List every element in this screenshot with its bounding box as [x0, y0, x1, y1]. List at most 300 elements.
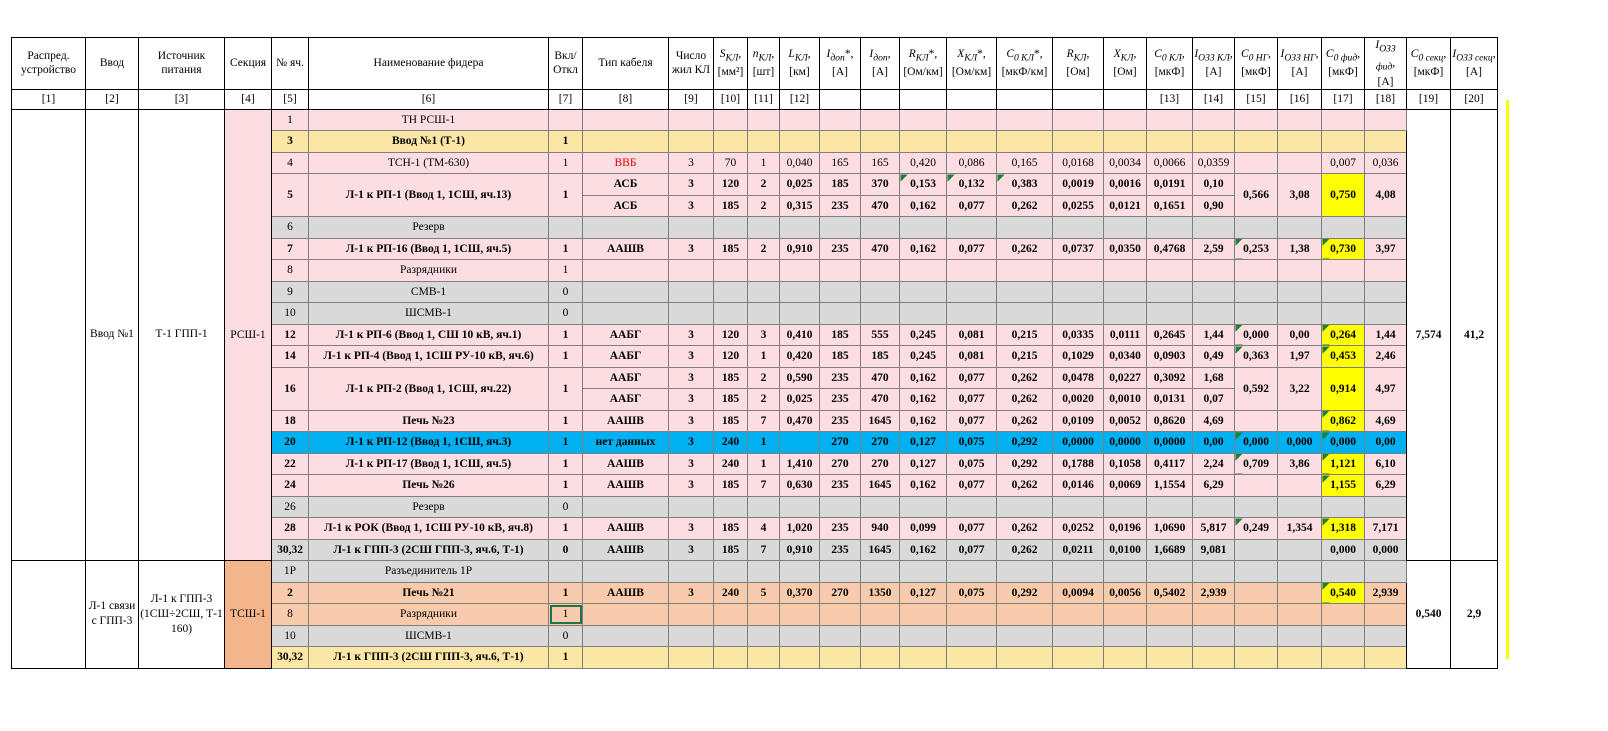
column-number[interactable]: [11] [748, 89, 780, 109]
table-cell[interactable]: 8 [272, 604, 309, 626]
table-cell[interactable]: 0,000 [1235, 432, 1278, 454]
table-cell[interactable]: 0,0131 [1147, 389, 1193, 411]
table-cell[interactable] [1235, 625, 1278, 647]
section-capacitance-cell[interactable]: 0,540 [1407, 561, 1451, 669]
table-cell[interactable]: 235 [820, 238, 861, 260]
column-header[interactable] [1104, 38, 1147, 90]
table-cell[interactable] [1104, 217, 1147, 239]
table-cell[interactable]: 0,0000 [1053, 432, 1104, 454]
table-cell[interactable]: АСБ [583, 174, 669, 196]
table-cell[interactable]: 0,0069 [1104, 475, 1147, 497]
table-cell[interactable] [1235, 604, 1278, 626]
table-cell[interactable]: 0,262 [997, 518, 1053, 540]
table-cell[interactable]: 0,315 [780, 195, 820, 217]
table-cell[interactable] [1235, 410, 1278, 432]
table-cell[interactable]: 165 [861, 152, 900, 174]
table-cell[interactable]: 0,162 [900, 238, 947, 260]
table-cell[interactable] [1235, 303, 1278, 325]
table-cell[interactable] [549, 561, 583, 583]
column-number[interactable]: [12] [780, 89, 820, 109]
table-cell[interactable]: ААШВ [583, 539, 669, 561]
table-cell[interactable] [1193, 647, 1235, 669]
table-cell[interactable]: 0 [549, 539, 583, 561]
table-cell[interactable]: 7,171 [1365, 518, 1407, 540]
table-cell[interactable] [861, 260, 900, 282]
table-cell[interactable] [1322, 131, 1365, 153]
table-cell[interactable] [1278, 281, 1322, 303]
table-cell[interactable]: 0,10 [1193, 174, 1235, 196]
table-cell[interactable]: 185 [861, 346, 900, 368]
table-cell[interactable]: 0,00 [1193, 432, 1235, 454]
table-cell[interactable] [780, 131, 820, 153]
table-cell[interactable] [1365, 496, 1407, 518]
table-cell[interactable] [997, 303, 1053, 325]
table-cell[interactable]: 3 [669, 475, 714, 497]
table-cell[interactable] [1365, 561, 1407, 583]
table-cell[interactable] [1278, 260, 1322, 282]
table-cell[interactable] [1278, 152, 1322, 174]
table-cell[interactable]: 1645 [861, 539, 900, 561]
table-cell[interactable]: 3,08 [1278, 174, 1322, 217]
table-cell[interactable]: 235 [820, 195, 861, 217]
table-cell[interactable]: 555 [861, 324, 900, 346]
table-cell[interactable] [1104, 131, 1147, 153]
table-cell[interactable]: 185 [714, 518, 748, 540]
table-cell[interactable]: 1 [549, 346, 583, 368]
table-cell[interactable] [1235, 109, 1278, 131]
table-cell[interactable] [1278, 131, 1322, 153]
table-cell[interactable] [947, 561, 997, 583]
table-cell[interactable]: 0,0094 [1053, 582, 1104, 604]
column-number[interactable] [947, 89, 997, 109]
table-cell[interactable] [1322, 109, 1365, 131]
table-cell[interactable] [1365, 625, 1407, 647]
table-cell[interactable] [583, 303, 669, 325]
table-cell[interactable] [780, 604, 820, 626]
table-cell[interactable] [1104, 303, 1147, 325]
table-cell[interactable] [1053, 260, 1104, 282]
table-cell[interactable] [1147, 496, 1193, 518]
table-cell[interactable]: 0,630 [780, 475, 820, 497]
table-cell[interactable]: 0,592 [1235, 367, 1278, 410]
column-header[interactable] [820, 38, 861, 90]
table-cell[interactable] [780, 496, 820, 518]
table-cell[interactable]: 0,127 [900, 582, 947, 604]
table-cell[interactable]: 3 [669, 582, 714, 604]
table-cell[interactable] [1053, 561, 1104, 583]
table-cell[interactable]: 0 [549, 496, 583, 518]
column-number[interactable] [1053, 89, 1104, 109]
table-cell[interactable]: 0,0000 [1147, 432, 1193, 454]
table-cell[interactable]: 370 [861, 174, 900, 196]
table-cell[interactable] [1235, 582, 1278, 604]
table-cell[interactable]: 470 [861, 238, 900, 260]
table-cell[interactable] [1193, 303, 1235, 325]
table-cell[interactable]: 20 [272, 432, 309, 454]
column-header[interactable] [1147, 38, 1193, 90]
table-cell[interactable]: 0,000 [1278, 432, 1322, 454]
table-cell[interactable]: 0 [549, 625, 583, 647]
table-cell[interactable]: 1,44 [1193, 324, 1235, 346]
column-number[interactable]: [17] [1322, 89, 1365, 109]
table-cell[interactable]: 0,099 [900, 518, 947, 540]
table-cell[interactable]: 120 [714, 324, 748, 346]
table-cell[interactable] [669, 281, 714, 303]
column-header[interactable] [900, 38, 947, 90]
table-cell[interactable]: 4,08 [1365, 174, 1407, 217]
table-cell[interactable]: 0,540 [1322, 582, 1365, 604]
table-cell[interactable] [714, 131, 748, 153]
table-cell[interactable] [861, 281, 900, 303]
table-cell[interactable]: 1 [748, 432, 780, 454]
table-cell[interactable]: 3 [669, 324, 714, 346]
table-cell[interactable] [861, 109, 900, 131]
feeder-name-cell[interactable]: Л-1 к РП-6 (Ввод 1, СШ 10 кВ, яч.1) [309, 324, 549, 346]
table-cell[interactable]: 165 [820, 152, 861, 174]
table-cell[interactable]: 0,0056 [1104, 582, 1147, 604]
table-cell[interactable]: 1 [549, 238, 583, 260]
table-cell[interactable]: 270 [820, 582, 861, 604]
table-cell[interactable] [1147, 303, 1193, 325]
table-cell[interactable] [900, 561, 947, 583]
table-cell[interactable] [1365, 303, 1407, 325]
table-cell[interactable] [714, 496, 748, 518]
table-cell[interactable]: ААБГ [583, 324, 669, 346]
table-cell[interactable]: 1,121 [1322, 453, 1365, 475]
table-cell[interactable]: 2 [748, 174, 780, 196]
table-cell[interactable]: 0,075 [947, 582, 997, 604]
feeder-name-cell[interactable]: ШСМВ-1 [309, 303, 549, 325]
table-cell[interactable] [1365, 281, 1407, 303]
table-cell[interactable]: 0,075 [947, 432, 997, 454]
column-header[interactable] [1053, 38, 1104, 90]
table-cell[interactable]: 0,077 [947, 389, 997, 411]
feeder-name-cell[interactable]: Л-1 к РОК (Ввод 1, 1СШ РУ-10 кВ, яч.8) [309, 518, 549, 540]
table-cell[interactable] [748, 109, 780, 131]
column-header[interactable] [272, 38, 309, 90]
table-cell[interactable] [820, 131, 861, 153]
section-cell[interactable]: РСШ-1 [225, 109, 272, 561]
table-cell[interactable]: 18 [272, 410, 309, 432]
table-cell[interactable]: 0,264 [1322, 324, 1365, 346]
table-cell[interactable] [900, 496, 947, 518]
table-cell[interactable]: 940 [861, 518, 900, 540]
column-header[interactable] [1451, 38, 1498, 90]
table-cell[interactable]: 0,036 [1365, 152, 1407, 174]
feeder-name-cell[interactable]: Л-1 к ГПП-3 (2СШ ГПП-3, яч.6, Т-1) [309, 539, 549, 561]
table-cell[interactable]: 0,0016 [1104, 174, 1147, 196]
table-cell[interactable]: 3 [669, 195, 714, 217]
table-cell[interactable]: 270 [861, 432, 900, 454]
table-cell[interactable] [900, 647, 947, 669]
table-cell[interactable]: 0,0903 [1147, 346, 1193, 368]
table-cell[interactable] [1147, 281, 1193, 303]
feeder-name-cell[interactable]: Разрядники [309, 604, 549, 626]
table-cell[interactable] [900, 217, 947, 239]
table-cell[interactable] [861, 561, 900, 583]
table-cell[interactable] [669, 561, 714, 583]
table-cell[interactable]: 0,162 [900, 410, 947, 432]
table-cell[interactable] [1278, 582, 1322, 604]
table-cell[interactable]: 5 [748, 582, 780, 604]
feeder-name-cell[interactable]: Разрядники [309, 260, 549, 282]
table-cell[interactable] [820, 303, 861, 325]
table-cell[interactable]: 185 [714, 238, 748, 260]
table-cell[interactable] [1147, 604, 1193, 626]
table-cell[interactable]: 0,0737 [1053, 238, 1104, 260]
table-cell[interactable]: 2 [748, 195, 780, 217]
table-cell[interactable] [780, 625, 820, 647]
feeder-name-cell[interactable]: ШСМВ-1 [309, 625, 549, 647]
table-cell[interactable]: ААШВ [583, 453, 669, 475]
table-cell[interactable]: 0,077 [947, 410, 997, 432]
table-cell[interactable] [549, 217, 583, 239]
column-number[interactable]: [6] [309, 89, 549, 109]
feeder-name-cell[interactable]: Печь №23 [309, 410, 549, 432]
table-cell[interactable] [1193, 604, 1235, 626]
table-cell[interactable]: 1,0690 [1147, 518, 1193, 540]
table-cell[interactable]: 0,00 [1278, 324, 1322, 346]
column-header[interactable] [1278, 38, 1322, 90]
table-cell[interactable] [1322, 303, 1365, 325]
table-cell[interactable] [947, 647, 997, 669]
table-cell[interactable]: 1 [549, 604, 583, 626]
table-cell[interactable]: 0,000 [1235, 324, 1278, 346]
table-cell[interactable]: нет данных [583, 432, 669, 454]
table-cell[interactable]: 0,077 [947, 518, 997, 540]
table-cell[interactable] [947, 281, 997, 303]
table-cell[interactable] [900, 625, 947, 647]
table-cell[interactable]: 3,86 [1278, 453, 1322, 475]
table-cell[interactable]: 5 [272, 174, 309, 217]
table-cell[interactable]: 0,0100 [1104, 539, 1147, 561]
table-cell[interactable]: 0,5402 [1147, 582, 1193, 604]
table-cell[interactable] [1235, 131, 1278, 153]
column-header[interactable] [748, 38, 780, 90]
table-cell[interactable] [861, 647, 900, 669]
table-cell[interactable]: 0,077 [947, 367, 997, 389]
table-cell[interactable]: 0,709 [1235, 453, 1278, 475]
table-cell[interactable] [947, 131, 997, 153]
switchgear-cell[interactable] [12, 109, 86, 561]
table-cell[interactable] [583, 217, 669, 239]
table-cell[interactable]: 0,0340 [1104, 346, 1147, 368]
table-cell[interactable]: 14 [272, 346, 309, 368]
table-cell[interactable]: 0,081 [947, 324, 997, 346]
table-cell[interactable] [997, 647, 1053, 669]
feeder-name-cell[interactable]: Л-1 к РП-12 (Ввод 1, 1СШ, яч.3) [309, 432, 549, 454]
table-cell[interactable]: 3 [669, 389, 714, 411]
table-cell[interactable]: 3 [669, 432, 714, 454]
table-cell[interactable] [1278, 410, 1322, 432]
table-cell[interactable]: 4,69 [1193, 410, 1235, 432]
table-cell[interactable]: 0,0020 [1053, 389, 1104, 411]
table-cell[interactable] [748, 625, 780, 647]
table-cell[interactable] [1235, 647, 1278, 669]
table-cell[interactable]: 5,817 [1193, 518, 1235, 540]
table-cell[interactable] [900, 604, 947, 626]
table-cell[interactable] [1193, 561, 1235, 583]
table-cell[interactable] [748, 604, 780, 626]
table-cell[interactable]: 0,000 [1322, 539, 1365, 561]
table-cell[interactable] [1365, 604, 1407, 626]
table-cell[interactable]: 4,97 [1365, 367, 1407, 410]
table-cell[interactable]: 7 [748, 410, 780, 432]
table-cell[interactable]: 1Р [272, 561, 309, 583]
feeder-name-cell[interactable]: Л-1 к ГПП-3 (2СШ ГПП-3, яч.6, Т-1) [309, 647, 549, 669]
table-cell[interactable]: 1,354 [1278, 518, 1322, 540]
table-cell[interactable] [748, 260, 780, 282]
table-cell[interactable]: 0,1651 [1147, 195, 1193, 217]
table-cell[interactable]: 0,3092 [1147, 367, 1193, 389]
table-cell[interactable]: 1 [549, 432, 583, 454]
table-cell[interactable] [861, 604, 900, 626]
column-header[interactable] [780, 38, 820, 90]
table-cell[interactable] [1104, 561, 1147, 583]
table-cell[interactable]: 235 [820, 410, 861, 432]
table-cell[interactable]: 0,0066 [1147, 152, 1193, 174]
table-cell[interactable] [1193, 131, 1235, 153]
table-cell[interactable]: 28 [272, 518, 309, 540]
table-cell[interactable]: 0,132 [947, 174, 997, 196]
table-cell[interactable]: 0,8620 [1147, 410, 1193, 432]
column-number[interactable] [861, 89, 900, 109]
table-cell[interactable]: 470 [861, 367, 900, 389]
table-cell[interactable]: 0,215 [997, 346, 1053, 368]
table-cell[interactable] [1278, 496, 1322, 518]
feeder-name-cell[interactable]: Разъединитель 1Р [309, 561, 549, 583]
table-cell[interactable]: 0,215 [997, 324, 1053, 346]
table-cell[interactable] [583, 260, 669, 282]
table-cell[interactable]: 0,862 [1322, 410, 1365, 432]
table-cell[interactable]: 3,97 [1365, 238, 1407, 260]
input-cell[interactable]: Л-1 связи с ГПП-3 [86, 561, 139, 669]
column-number[interactable]: [14] [1193, 89, 1235, 109]
table-cell[interactable] [1322, 561, 1365, 583]
column-number[interactable]: [18] [1365, 89, 1407, 109]
column-number[interactable] [1104, 89, 1147, 109]
table-cell[interactable] [1193, 217, 1235, 239]
input-cell[interactable]: Ввод №1 [86, 109, 139, 561]
table-cell[interactable] [714, 281, 748, 303]
table-cell[interactable] [861, 625, 900, 647]
table-cell[interactable]: 0,292 [997, 582, 1053, 604]
column-header[interactable] [139, 38, 225, 90]
table-cell[interactable]: 22 [272, 453, 309, 475]
table-cell[interactable]: 0,0359 [1193, 152, 1235, 174]
table-cell[interactable] [900, 131, 947, 153]
table-cell[interactable] [820, 625, 861, 647]
column-number[interactable]: [13] [1147, 89, 1193, 109]
table-cell[interactable] [780, 432, 820, 454]
table-cell[interactable]: 1,020 [780, 518, 820, 540]
table-cell[interactable]: 0,077 [947, 238, 997, 260]
table-cell[interactable]: 0,162 [900, 539, 947, 561]
table-cell[interactable]: 3 [669, 410, 714, 432]
table-cell[interactable]: 0,165 [997, 152, 1053, 174]
table-cell[interactable]: ААБГ [583, 346, 669, 368]
table-cell[interactable]: 0,040 [780, 152, 820, 174]
table-cell[interactable]: 0,0335 [1053, 324, 1104, 346]
table-cell[interactable] [583, 496, 669, 518]
table-cell[interactable] [669, 109, 714, 131]
table-cell[interactable] [947, 260, 997, 282]
table-cell[interactable]: 1 [549, 475, 583, 497]
table-cell[interactable]: 0,1788 [1053, 453, 1104, 475]
table-cell[interactable]: 0,075 [947, 453, 997, 475]
table-cell[interactable]: 270 [820, 432, 861, 454]
table-cell[interactable] [1278, 561, 1322, 583]
table-cell[interactable]: 0,914 [1322, 367, 1365, 410]
table-cell[interactable]: 0,262 [997, 195, 1053, 217]
table-cell[interactable]: 1,44 [1365, 324, 1407, 346]
feeder-name-cell[interactable]: СМВ-1 [309, 281, 549, 303]
table-cell[interactable] [1053, 131, 1104, 153]
table-cell[interactable]: 1 [549, 324, 583, 346]
table-cell[interactable]: 0,470 [780, 410, 820, 432]
table-cell[interactable] [1365, 260, 1407, 282]
table-cell[interactable]: 240 [714, 582, 748, 604]
table-cell[interactable] [780, 303, 820, 325]
table-cell[interactable]: 0,127 [900, 432, 947, 454]
table-cell[interactable]: 3 [669, 367, 714, 389]
column-header[interactable] [1322, 38, 1365, 90]
table-cell[interactable] [820, 109, 861, 131]
table-cell[interactable]: 235 [820, 367, 861, 389]
table-cell[interactable] [997, 561, 1053, 583]
column-number[interactable]: [2] [86, 89, 139, 109]
table-cell[interactable] [669, 217, 714, 239]
table-cell[interactable]: 0,0478 [1053, 367, 1104, 389]
table-cell[interactable] [900, 303, 947, 325]
feeder-name-cell[interactable]: Л-1 к РП-17 (Ввод 1, 1СШ, яч.5) [309, 453, 549, 475]
table-cell[interactable] [997, 131, 1053, 153]
table-cell[interactable] [1322, 260, 1365, 282]
table-cell[interactable]: 1350 [861, 582, 900, 604]
table-cell[interactable] [820, 217, 861, 239]
column-header[interactable] [1235, 38, 1278, 90]
table-cell[interactable]: 0,420 [900, 152, 947, 174]
feeder-name-cell[interactable]: ТСН-1 (ТМ-630) [309, 152, 549, 174]
table-cell[interactable]: 2,24 [1193, 453, 1235, 475]
table-cell[interactable]: ААШВ [583, 410, 669, 432]
table-cell[interactable] [549, 109, 583, 131]
table-cell[interactable] [780, 217, 820, 239]
table-cell[interactable]: 1 [748, 453, 780, 475]
power-source-cell[interactable]: Т-1 ГПП-1 [139, 109, 225, 561]
table-cell[interactable] [900, 281, 947, 303]
table-cell[interactable] [861, 303, 900, 325]
table-cell[interactable] [1147, 561, 1193, 583]
table-cell[interactable] [714, 109, 748, 131]
table-cell[interactable]: 0,262 [997, 367, 1053, 389]
table-cell[interactable] [1053, 604, 1104, 626]
table-cell[interactable]: 0,910 [780, 238, 820, 260]
table-cell[interactable] [1235, 496, 1278, 518]
switchgear-cell[interactable] [12, 561, 86, 669]
table-cell[interactable]: 0,49 [1193, 346, 1235, 368]
table-cell[interactable]: 1 [549, 174, 583, 217]
table-cell[interactable]: 3 [748, 324, 780, 346]
table-cell[interactable] [997, 260, 1053, 282]
table-cell[interactable]: 1,1554 [1147, 475, 1193, 497]
table-cell[interactable]: 0,0052 [1104, 410, 1147, 432]
table-cell[interactable] [1193, 260, 1235, 282]
table-cell[interactable] [583, 561, 669, 583]
column-header[interactable] [1365, 38, 1407, 90]
table-cell[interactable]: 0,0191 [1147, 174, 1193, 196]
table-cell[interactable] [669, 647, 714, 669]
